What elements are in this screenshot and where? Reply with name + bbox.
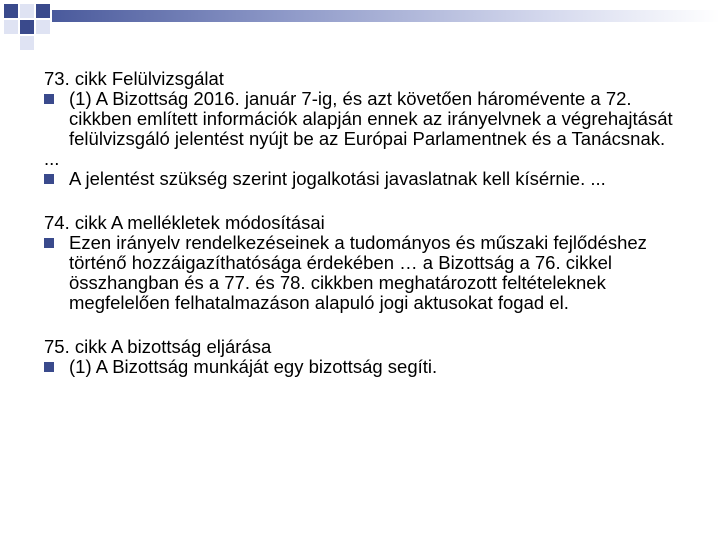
decor-square (4, 20, 18, 34)
header-band (52, 10, 720, 22)
section-heading: 74. cikk A mellékletek módosításai (44, 212, 325, 233)
bullet-text: A jelentést szükség szerint jogalkotási javaslatnak kell kísérnie. ... (69, 168, 606, 189)
bullet-item (44, 357, 684, 377)
decor-square (20, 20, 34, 34)
section-heading: 73. cikk Felülvizsgálat (44, 68, 224, 89)
square-bullet-icon (44, 174, 54, 184)
decor-square (36, 4, 50, 18)
square-bullet-icon (44, 238, 54, 248)
square-bullet-icon (44, 94, 54, 104)
bullet-item (44, 89, 684, 149)
bullet-text: Ezen irányelv rendelkezéseinek a tudományos és műszaki fejlődéshez történő hozzáigazíthatósága érdekében … a Bizottság a 76. cikkel összhangban és a 77. és 78. cikkben meghatározott feltételeknek megfelelően felhatalmazáson alapuló jogi aktusokat fogad el. (69, 232, 647, 313)
ellipsis-line: ... (44, 148, 60, 169)
bullet-item (44, 233, 684, 313)
bullet-text: (1) A Bizottság 2016. január 7-ig, és azt követően háromévente a 72. cikkben említett információk alapján ennek az irányelvnek a végrehajtását felülvizsgáló jelentést nyújt be az Európai Parlamentnek és a Tanácsnak. (69, 88, 673, 149)
section-heading: 75. cikk A bizottság eljárása (44, 336, 272, 357)
bullet-item (44, 169, 684, 189)
square-bullet-icon (44, 362, 54, 372)
decor-square (36, 20, 50, 34)
decor-square (20, 36, 34, 50)
bullet-text: (1) A Bizottság munkáját egy bizottság segíti. (69, 356, 438, 377)
decor-square (4, 4, 18, 18)
slide-body (44, 69, 684, 377)
decor-square (20, 4, 34, 18)
